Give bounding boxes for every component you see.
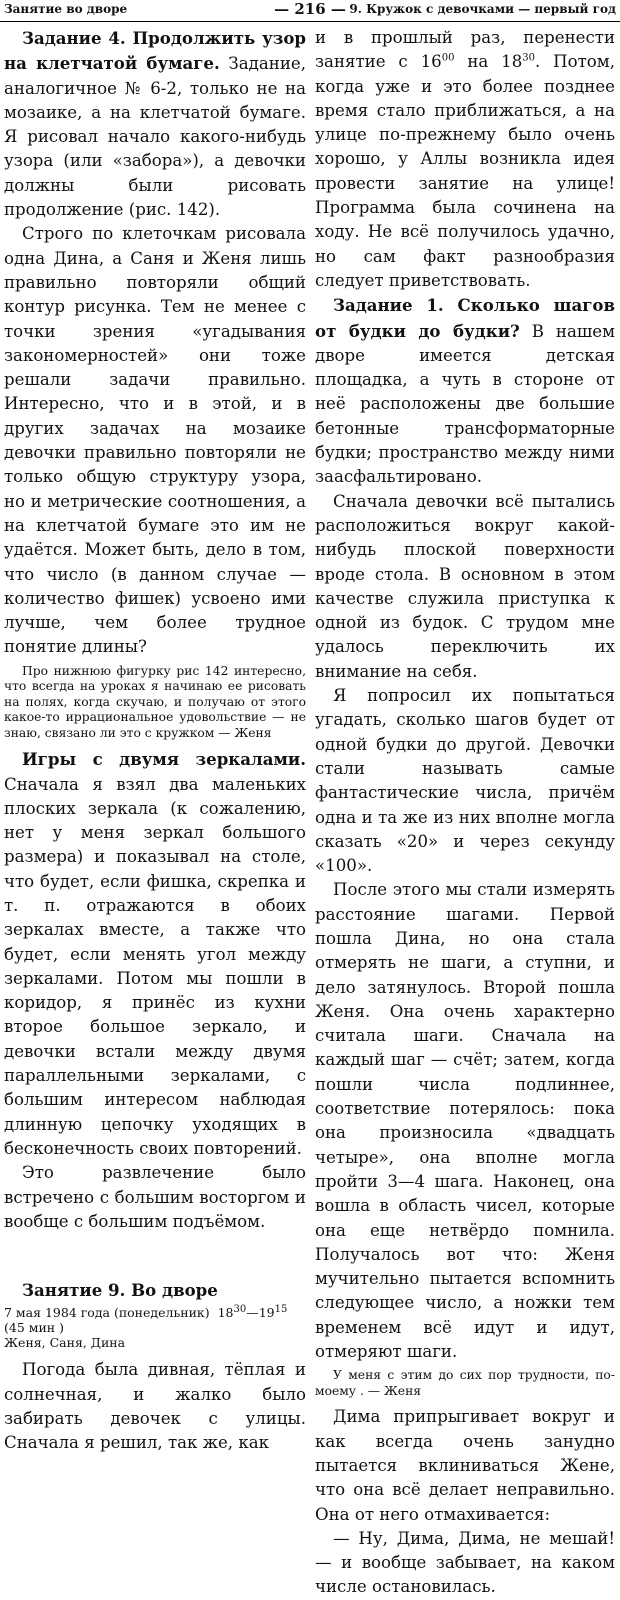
paragraph: — Ну, Дима, Дима, не мешай! — и вообще забывает, на каком числе остановилась. <box>315 1528 615 1597</box>
date-text: 7 мая 1984 года (понедельник) <box>4 1305 210 1321</box>
paragraph <box>4 26 306 222</box>
paragraph: Погода была дивная, тёплая и солнечная, и жалко было забирать девочек с улицы. Сначала я решил, так же, как <box>4 1360 306 1453</box>
paragraph: Дима припрыгивает вокруг и как всегда очень занудно пытается вклиниваться Жене, что она всё делает неправильно. Она от него отмахивается: <box>315 1407 615 1524</box>
header-left: Занятие во дворе <box>4 2 128 16</box>
time-end: —19 <box>246 1305 275 1321</box>
time-end-min: 15 <box>274 1304 288 1316</box>
time-sup: 30 <box>522 52 536 64</box>
paragraph-text: и в прошлый раз, перенести занятие с 16 <box>315 28 615 72</box>
paragraph: Я попросил их попытаться угадать, сколько шагов будет от одной будки до другой. Девочки стали называть самые фантастические числа, причём одна и та же из них вполне могла сказать «20» и через секунду «100». <box>315 686 615 876</box>
running-header <box>0 0 620 20</box>
paragraph: Это развлечение было встречено с большим восторгом и вообще с большим подъёмом. <box>4 1163 306 1231</box>
header-rule <box>0 21 620 22</box>
paragraph-text: В нашем дворе имеется детская площадка, а чуть в стороне от неё расположены две большие бетонные трансформаторные будки; пространство между ними заасфальтировано. <box>315 321 615 487</box>
time-start-min: 30 <box>233 1304 247 1316</box>
margin-note: Про нижнюю фигурку рис 142 интересно, что всегда на уроках я начинаю ее рисовать на полях, когда скучаю, и получаю от этого какое-то иррациональное удовольствие — не знаю, связано ли это с кружком — Женя <box>4 663 306 740</box>
margin-note: У меня с этим до сих пор трудности, по-моему . — Женя <box>315 1368 615 1398</box>
paragraph: Строго по клеточкам рисовала одна Дина, а Саня и Женя лишь правильно повторяли общий контур рисунка. Тем не менее с точки зрения «угадывания закономерностей» они тоже решали задачи правильно. Интересно, что и в этой, и в других задачах на мозаике девочки правильно повторяли не только общую структуру узора, но и метрические соотношения, а на клетчатой бумаге это им не удаётся. Может быть, дело в том, что число (в данном случае — количество фишек) усвоено ими лучше, чем более трудное понятие длины? <box>4 224 306 657</box>
paragraph <box>4 747 306 1161</box>
paragraph-text: Сначала я взял два маленьких плоских зеркала (к сожалению, нет у меня зеркал большого размера) и показывал на столе, что будет, если фишка, скрепка и т. п. отражаются в обоих зеркалах вместе, а также что будет, если менять угол между зеркалами. Потом мы пошли в коридор, я принёс из кухни второе большое зеркало, и девочки встали между двумя параллельными зеркалами, с большим интересом наблюдая длинную цепочку уходящих в бесконечность своих повторений. <box>4 774 306 1158</box>
paragraph <box>315 293 615 489</box>
task-title: Игры с двумя зеркалами. <box>22 749 306 770</box>
paragraph-text: Задание, аналогичное № 6-2, только не на мозаике, а на клетчатой бумаге. Я рисовал начало какого-нибудь узора (или «забора»), а девочки должны были рисовать продолжение (рис. 142). <box>4 54 306 220</box>
left-column <box>4 26 306 1456</box>
page-number: — 216 — <box>274 0 346 18</box>
task-title: Задание 4. Продолжить узор на клетчатой бумаге. <box>4 28 306 74</box>
duration: (45 мин ) <box>4 1320 64 1336</box>
participants: Женя, Саня, Дина <box>4 1335 126 1351</box>
paragraph: После этого мы стали измерять расстояние шагами. Первой пошла Дина, но она стала отмерять не шаги, а ступни, и дело затянулось. Второй пошла Женя. Она очень характерно считала шаги. Сначала на каждый шаг — счёт; затем, когда пошли числа подлиннее, соответствие потерялось: пока она произносила «двадцать четыре», она вполне могла пройти 3—4 шага. Наконец, она вошла в область чисел, которые она еще нетвёрдо помнила. Получалось вот что: Женя мучительно пытается вспомнить следующее число, а ножки тем временем всё идут и идут, отмеряют шаги. <box>315 880 615 1362</box>
time-sup: 00 <box>441 52 455 64</box>
paragraph <box>315 26 615 293</box>
time-start: 18 <box>217 1305 234 1321</box>
paragraph-text: . Потом, когда уже и это более позднее время стало приближаться, а на улице по-прежнему было очень хорошо, у Аллы возникла идея провести занятие на улице! Программа была сочинена на ходу. Не всё получилось удачно, но сам факт разнообразия следует приветствовать. <box>315 52 615 290</box>
spacer <box>4 1234 306 1278</box>
task-title: Задание 1. Сколько шагов от будки до будки? <box>315 295 615 341</box>
section-title: Занятие 9. Во дворе <box>22 1280 218 1301</box>
paragraph: Сначала девочки всё пытались расположиться вокруг какой-нибудь плоской поверхности вроде стола. В основном в этом качестве служила приступка к одной из будок. С трудом мне удалось переключить их внимание на себя. <box>315 491 615 681</box>
header-right: 9. Кружок с девочками — первый год <box>349 2 616 16</box>
session-date <box>4 1305 306 1350</box>
right-column <box>315 26 615 1600</box>
paragraph-text: на 18 <box>454 52 523 72</box>
